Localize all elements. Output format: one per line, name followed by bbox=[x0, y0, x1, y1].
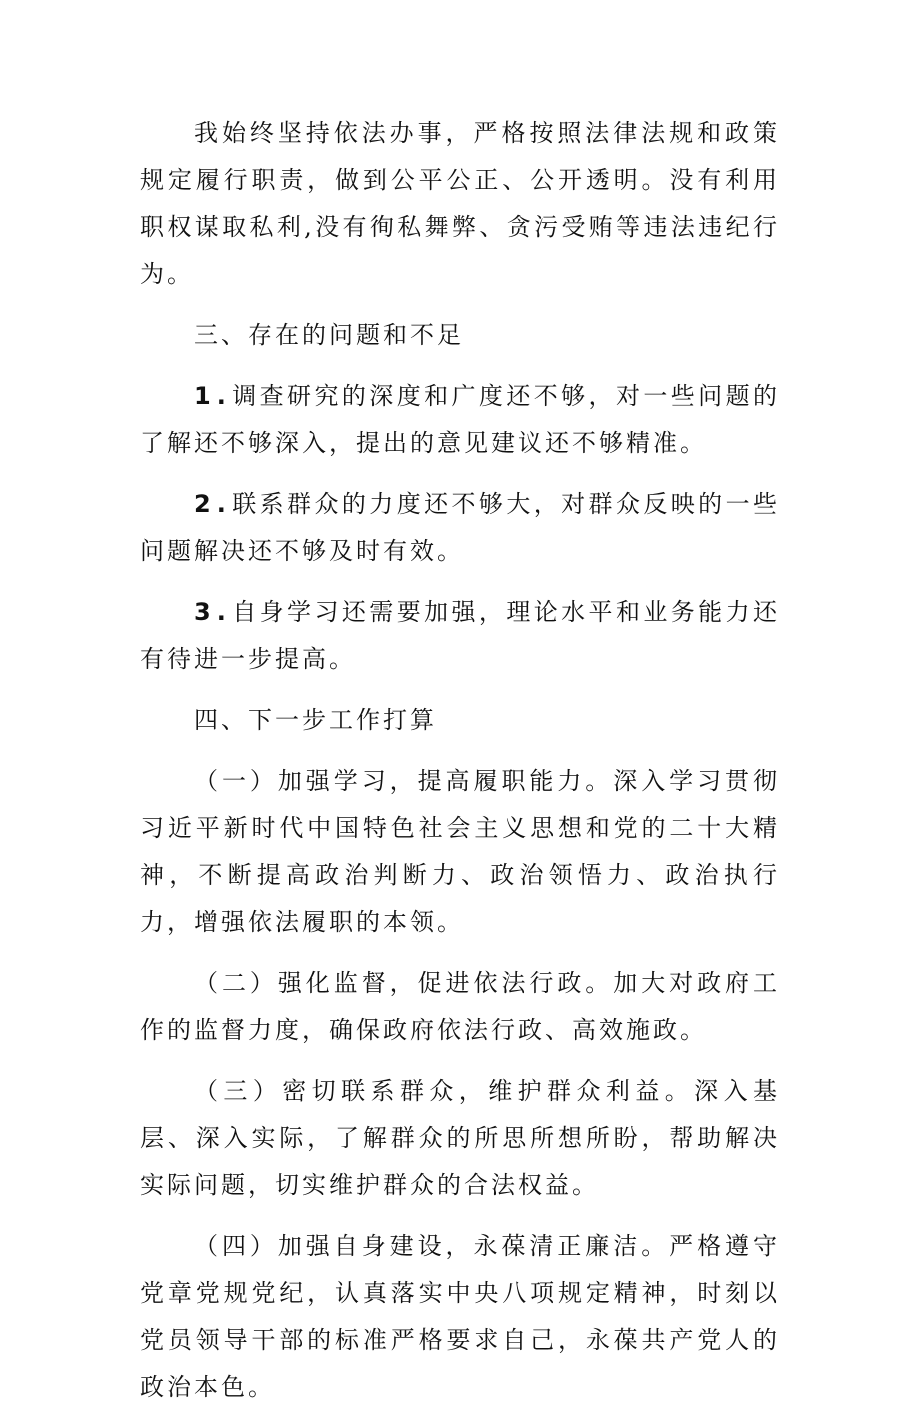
list-item-text: 自身学习还需要加强，理论水平和业务能力还有待进一步提高。 bbox=[140, 598, 780, 673]
list-item-1 bbox=[140, 373, 780, 467]
list-number: 3 bbox=[194, 598, 217, 626]
list-number: 1 bbox=[194, 382, 217, 410]
list-item-2 bbox=[140, 481, 780, 575]
paragraph-plan-3: （三）密切联系群众，维护群众利益。深入基层、深入实际，了解群众的所思所想所盼，帮助解决实际问题，切实维护群众的合法权益。 bbox=[140, 1077, 780, 1199]
list-item-3 bbox=[140, 589, 780, 683]
list-item-text: 联系群众的力度还不够大，对群众反映的一些问题解决还不够及时有效。 bbox=[140, 490, 780, 565]
paragraph-plan-4: （四）加强自身建设，永葆清正廉洁。严格遵守党章党规党纪，认真落实中央八项规定精神，时刻以党员领导干部的标准严格要求自己，永葆共产党人的政治本色。 bbox=[140, 1232, 780, 1401]
list-dot: . bbox=[216, 598, 232, 626]
list-dot: . bbox=[216, 490, 232, 518]
document-body bbox=[140, 110, 780, 1411]
section-heading-problems: 三、存在的问题和不足 bbox=[194, 321, 464, 349]
list-dot: . bbox=[216, 382, 232, 410]
section-heading-plans: 四、下一步工作打算 bbox=[194, 706, 437, 734]
paragraph-integrity: 我始终坚持依法办事，严格按照法律法规和政策规定履行职责，做到公平公正、公开透明。没有利用职权谋取私利,没有徇私舞弊、贪污受贿等违法违纪行为。 bbox=[140, 119, 780, 288]
paragraph-plan-1: （一）加强学习，提高履职能力。深入学习贯彻习近平新时代中国特色社会主义思想和党的二十大精神，不断提高政治判断力、政治领悟力、政治执行力，增强依法履职的本领。 bbox=[140, 767, 780, 936]
paragraph-plan-2: （二）强化监督，促进依法行政。加大对政府工作的监督力度，确保政府依法行政、高效施政。 bbox=[140, 969, 780, 1044]
list-number: 2 bbox=[194, 490, 217, 518]
list-item-text: 调查研究的深度和广度还不够，对一些问题的了解还不够深入，提出的意见建议还不够精准。 bbox=[140, 382, 780, 457]
